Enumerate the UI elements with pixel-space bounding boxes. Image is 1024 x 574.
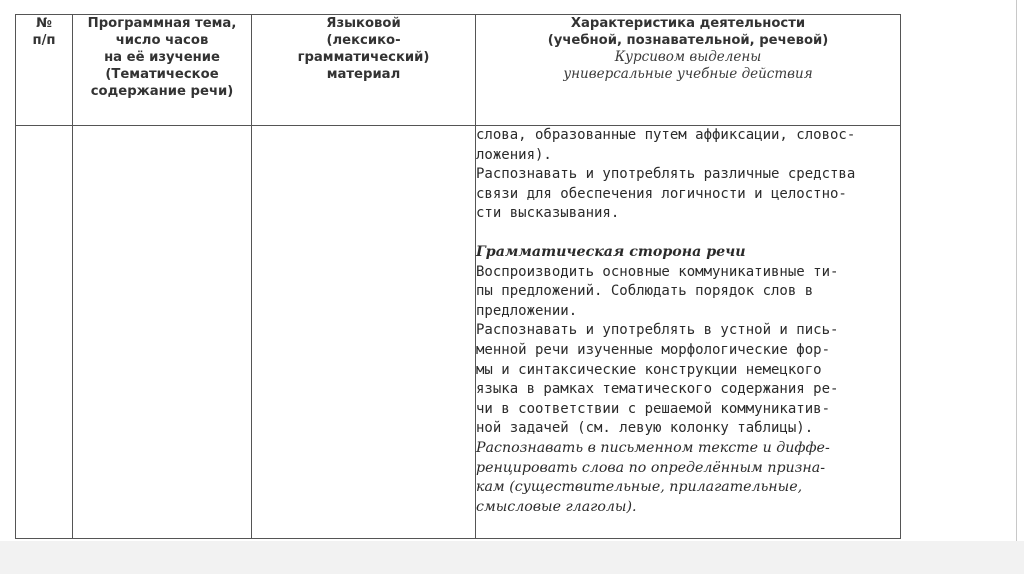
header-row: [16, 15, 901, 126]
activity-line: чи в соответствии с решаемой коммуникатив-: [476, 400, 831, 417]
header-topic-line: число часов: [115, 33, 209, 48]
header-language-line: (лексико-: [326, 33, 401, 48]
header-language-line: материал: [326, 67, 401, 82]
activity-line: языка в рамках тематического содержания ре-: [476, 381, 839, 398]
cell-number: [16, 126, 73, 539]
cell-activity: [476, 126, 901, 539]
header-topic-line: содержание речи): [90, 84, 234, 99]
content-row: [16, 126, 901, 539]
header-number-line: п/п: [32, 33, 56, 48]
curriculum-table: [15, 14, 901, 539]
header-activity-note: Курсивом выделены: [614, 49, 762, 65]
header-topic-line: (Тематическое: [105, 67, 219, 82]
activity-line: менной речи изученные морфологические фор-: [476, 341, 831, 358]
activity-italic-line: ренцировать слова по определённым призна-: [476, 459, 826, 476]
activity-italic-line: Распознавать в письменном тексте и диффе-: [476, 439, 830, 456]
activity-line: слова, образованные путем аффиксации, словос-: [476, 127, 856, 143]
header-language: [252, 15, 476, 126]
grammar-heading: Грамматическая сторона речи: [476, 243, 746, 260]
header-activity-line: (учебной, познавательной, речевой): [547, 33, 829, 48]
header-topic-line: Программная тема,: [87, 16, 237, 31]
activity-line: Воспроизводить основные коммуникативные ти-: [476, 263, 839, 280]
activity-line: Распознавать и употреблять различные средства: [476, 166, 856, 183]
header-topic: [73, 15, 252, 126]
page-bottom-band: [0, 541, 1024, 574]
cell-language: [252, 126, 476, 539]
cell-topic: [73, 126, 252, 539]
activity-line: предложении.: [476, 302, 578, 319]
activity-line: Распознавать и употреблять в устной и пись-: [476, 322, 839, 339]
activity-italic-line: смысловые глаголы).: [476, 498, 637, 515]
activity-italic-line: кам (существительные, прилагательные,: [476, 479, 803, 496]
header-language-line: Языковой: [326, 16, 401, 31]
header-activity-line: Характеристика деятельности: [570, 16, 806, 31]
activity-line: связи для обеспечения логичности и целостно-: [476, 185, 847, 202]
header-activity-note: универсальные учебные действия: [563, 66, 813, 82]
activity-line: ной задачей (см. левую колонку таблицы).: [476, 420, 814, 437]
activity-line: пы предложений. Соблюдать порядок слов в: [476, 283, 814, 300]
header-number: [16, 15, 73, 126]
header-topic-line: на её изучение: [104, 50, 220, 65]
activity-line: мы и синтаксические конструкции немецкого: [476, 361, 822, 378]
paragraph-gap: [476, 224, 900, 243]
activity-line: ложения).: [476, 146, 552, 163]
activity-line: сти высказывания.: [476, 205, 620, 222]
header-number-line: №: [36, 16, 52, 31]
header-language-line: грамматический): [297, 50, 430, 65]
header-activity: [476, 15, 901, 126]
page-frame-edge: [1016, 0, 1017, 541]
